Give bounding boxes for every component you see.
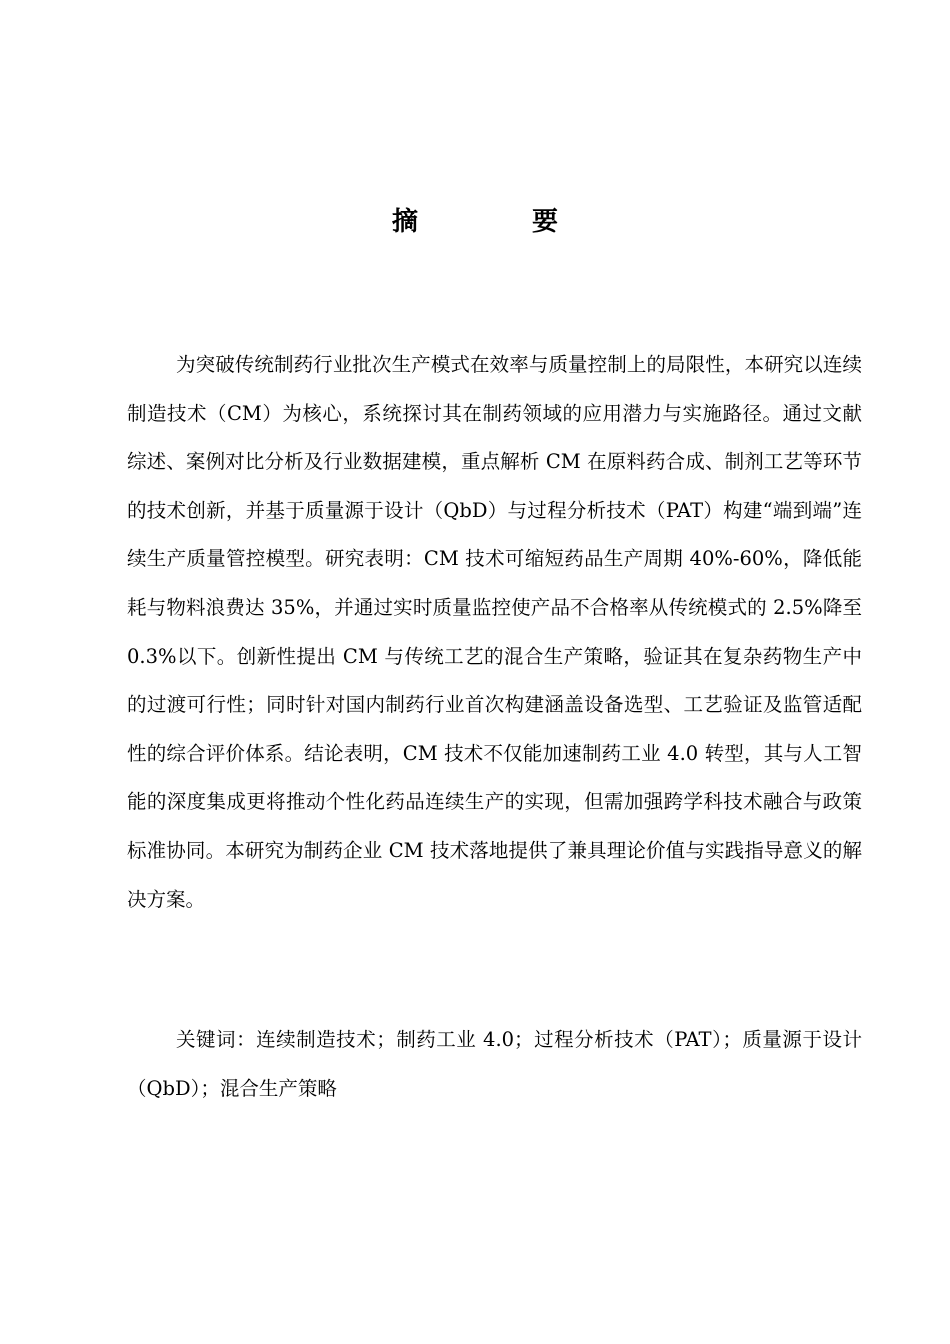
abstract-body: 为突破传统制药行业批次生产模式在效率与质量控制上的局限性，本研究以连续制造技术（CM）为核心，系统探讨其在制药领域的应用潜力与实施路径。通过文献综述、案例对比分析及行业数据建模，重点解析 CM 在原料药合成、制剂工艺等环节的技术创新，并基于质量源于设计（QbD）与过程分析技术（PAT）构建“端到端”连续生产质量管控模型。研究表明：CM 技术可缩短药品生产周期 40%-60%，降低能耗与物料浪费达 35%，并通过实时质量监控使产品不合格率从传统模式的 2.5%降至 0.3%以下。创新性提出 CM 与传统工艺的混合生产策略，验证其在复杂药物生产中的过渡可行性；同时针对国内制药行业首次构建涵盖设备选型、工艺验证及监管适配性的综合评价体系。结论表明，CM 技术不仅能加速制药工业 4.0 转型，其与人工智能的深度集成更将推动个性化药品连续生产的实现，但需加强跨学科技术融合与政策标准协同。本研究为制药企业 CM 技术落地提供了兼具理论价值与实践指导意义的解决方案。 <box>127 353 862 911</box>
abstract-title: 摘 要 <box>391 207 602 237</box>
keywords-line: 关键词：连续制造技术；制药工业 4.0；过程分析技术（PAT）；质量源于设计（QbD）；混合生产策略 <box>127 1028 862 1100</box>
